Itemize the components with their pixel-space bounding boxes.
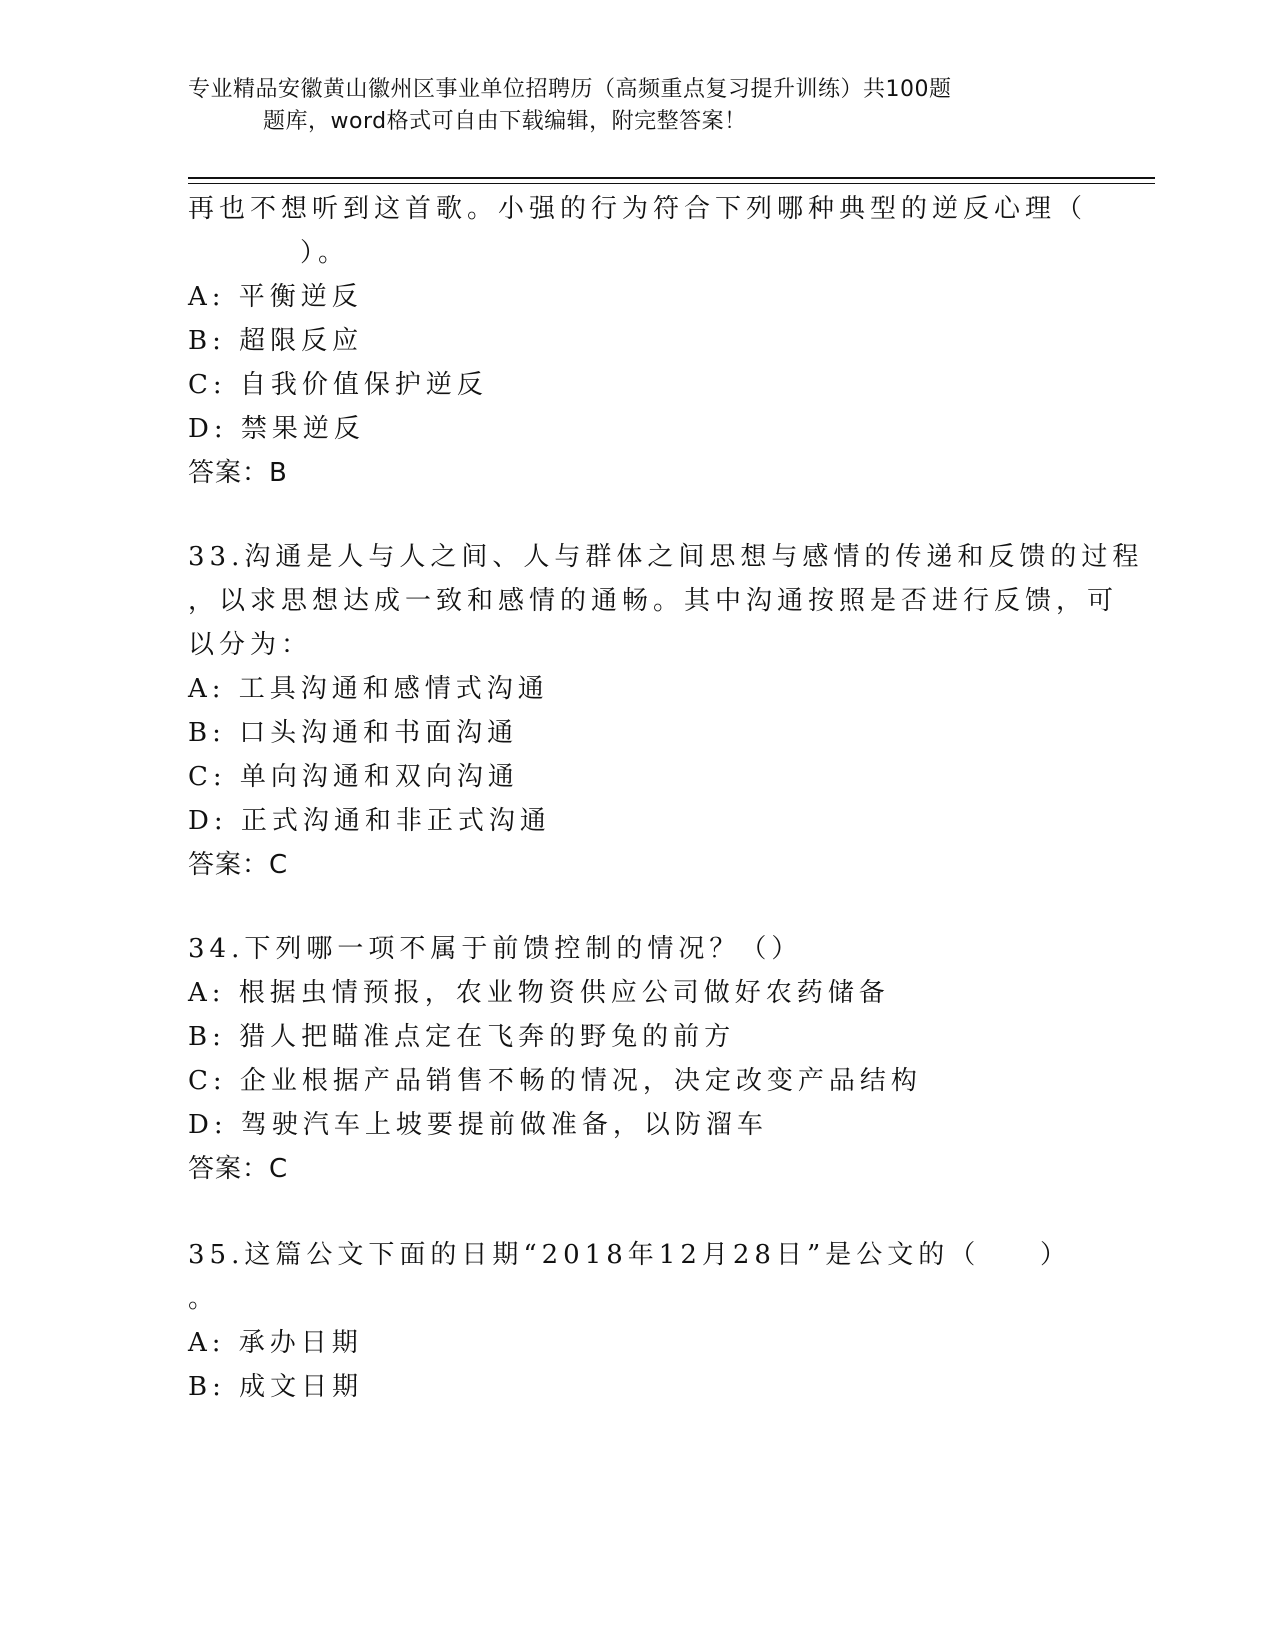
question-32-option-c: C: 自我价值保护逆反 (188, 370, 488, 400)
question-32-option-b: B: 超限反应 (188, 326, 364, 356)
question-33-text-line-2: ，以求思想达成一致和感情的通畅。其中沟通按照是否进行反馈，可 (188, 586, 1119, 616)
question-32-option-a: A: 平衡逆反 (188, 282, 363, 312)
header-divider-thick (188, 177, 1155, 179)
question-35-text-line-1-close: ） (1040, 1240, 1072, 1270)
header-title-line-1: 专业精品安徽黄山徽州区事业单位招聘历（高频重点复习提升训练）共100题 (188, 77, 952, 102)
header-divider-thin (188, 183, 1155, 184)
question-34-option-d: D: 驾驶汽车上坡要提前做准备，以防溜车 (188, 1110, 768, 1140)
header-title-line-2: 题库，word格式可自由下载编辑，附完整答案！ (263, 109, 747, 134)
question-33-text-line-3: 以分为： (188, 630, 313, 660)
question-34-option-a: A: 根据虫情预报，农业物资供应公司做好农药储备 (188, 978, 890, 1008)
question-32-answer: 答案：B (188, 458, 288, 488)
question-34-option-c: C: 企业根据产品销售不畅的情况，决定改变产品结构 (188, 1066, 922, 1096)
question-32-text-line-1: 再也不想听到这首歌。小强的行为符合下列哪种典型的逆反心理（ (188, 194, 1088, 224)
question-32-option-d: D: 禁果逆反 (188, 414, 365, 444)
question-34-answer: 答案：C (188, 1154, 289, 1184)
question-35-option-a: A: 承办日期 (188, 1328, 363, 1358)
question-35-text-line-1: 35.这篇公文下面的日期“2018年12月28日”是公文的（ (188, 1240, 981, 1270)
question-33-option-a: A: 工具沟通和感情式沟通 (188, 674, 549, 704)
question-35-text-line-2: 。 (188, 1284, 220, 1314)
question-33-answer: 答案：C (188, 850, 289, 880)
question-33-option-d: D: 正式沟通和非正式沟通 (188, 806, 551, 836)
document-header (188, 74, 1068, 138)
question-34-text-line-1: 34.下列哪一项不属于前馈控制的情况？（） (188, 934, 803, 964)
question-35-option-b: B: 成文日期 (188, 1372, 364, 1402)
question-32-text-line-2: ）。 (300, 238, 350, 268)
question-33-option-c: C: 单向沟通和双向沟通 (188, 762, 519, 792)
question-33-option-b: B: 口头沟通和书面沟通 (188, 718, 519, 748)
question-34-option-b: B: 猎人把瞄准点定在飞奔的野兔的前方 (188, 1022, 736, 1052)
question-33-text-line-1: 33.沟通是人与人之间、人与群体之间思想与感情的传递和反馈的过程 (188, 542, 1144, 572)
